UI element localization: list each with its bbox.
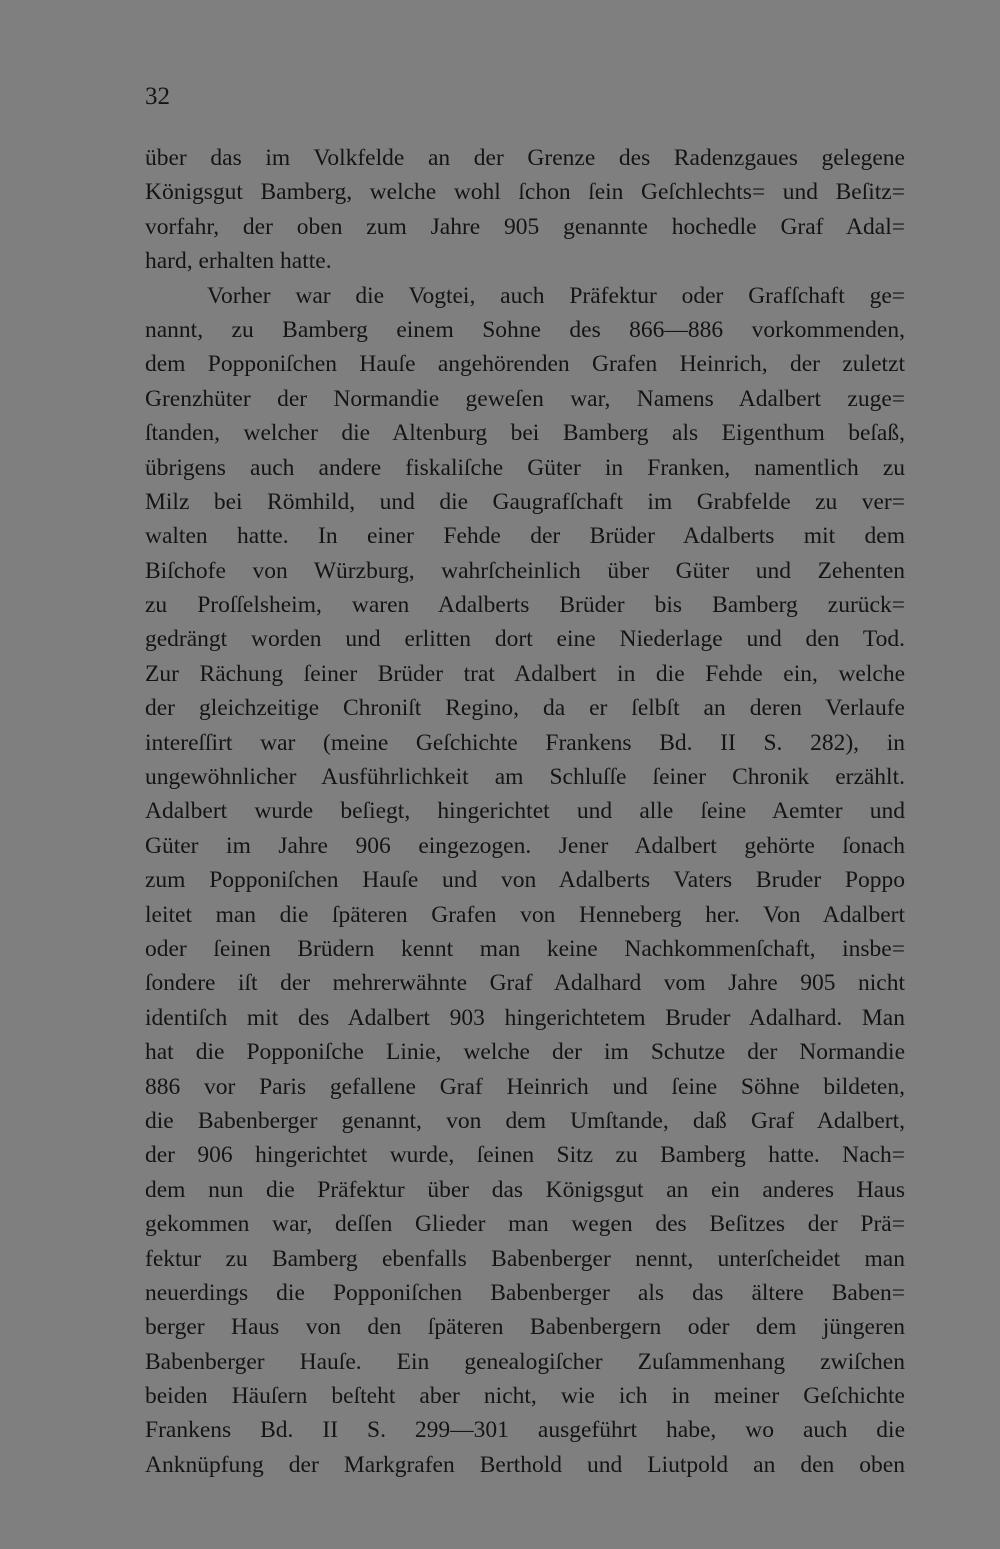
text-line: Biſchofe von Würzburg, wahrſcheinlich über Güter und Zehenten (145, 557, 905, 584)
text-line: Königsgut Bamberg, welche wohl ſchon ſein Geſchlechts= und Beſitz= (145, 179, 905, 206)
text-line: die Babenberger genannt, von dem Umſtande, daß Graf Adalbert, (145, 1107, 905, 1134)
paragraph (145, 141, 905, 279)
text-line: über das im Volkfelde an der Grenze des Radenzgaues gelegene (145, 145, 905, 171)
text-line: fektur zu Bamberg ebenfalls Babenberger nennt, unterſcheidet man (145, 1245, 905, 1272)
text-line: ungewöhnlicher Ausführlichkeit am Schluſſe ſeiner Chronik erzählt. (145, 764, 905, 791)
text-line: neuerdings die Popponiſchen Babenberger als das ältere Baben= (145, 1279, 905, 1306)
text-line: Güter im Jahre 906 eingezogen. Jener Adalbert gehörte ſonach (145, 832, 905, 859)
text-line: ſondere iſt der mehrerwähnte Graf Adalhard vom Jahre 905 nicht (145, 970, 905, 997)
body-text (145, 141, 905, 1482)
text-line: der gleichzeitige Chroniſt Regino, da er ſelbſt an deren Verlaufe (145, 695, 905, 722)
text-line: hard, erhalten hatte. (145, 248, 332, 275)
text-line: ſtanden, welcher die Altenburg bei Bamberg als Eigenthum beſaß, (145, 420, 905, 447)
text-line: intereſſirt war (meine Geſchichte Frankens Bd. II S. 282), in (145, 729, 905, 756)
text-line: Grenzhüter der Normandie geweſen war, Namens Adalbert zuge= (145, 385, 905, 412)
text-line: leitet man die ſpäteren Grafen von Henneberg her. Von Adalbert (145, 901, 905, 928)
text-line: gedrängt worden und erlitten dort eine Niederlage und den Tod. (145, 626, 905, 653)
text-line: dem Popponiſchen Hauſe angehörenden Grafen Heinrich, der zuletzt (145, 351, 905, 378)
page-number: 32 (145, 83, 170, 110)
paragraph (145, 279, 905, 1483)
text-line: beiden Häuſern beſteht aber nicht, wie ich in meiner Geſchichte (145, 1383, 905, 1410)
text-line: Milz bei Römhild, und die Gaugrafſchaft im Grabfelde zu ver= (145, 488, 905, 515)
text-line: zum Popponiſchen Hauſe und von Adalberts Vaters Bruder Poppo (145, 867, 905, 894)
text-line: nannt, zu Bamberg einem Sohne des 866—886 vorkommenden, (145, 316, 905, 343)
text-line: hat die Popponiſche Linie, welche der im Schutze der Normandie (145, 1039, 905, 1066)
text-line: Babenberger Hauſe. Ein genealogiſcher Zuſammenhang zwiſchen (145, 1348, 905, 1375)
text-line: vorfahr, der oben zum Jahre 905 genannte hochedle Graf Adal= (145, 213, 905, 240)
text-line: Anknüpfung der Markgrafen Berthold und Liutpold an den oben (145, 1451, 905, 1478)
text-line: übrigens auch andere fiskaliſche Güter in Franken, namentlich zu (145, 454, 905, 481)
text-line: Adalbert wurde beſiegt, hingerichtet und alle ſeine Aemter und (145, 798, 905, 825)
text-line: identiſch mit des Adalbert 903 hingerichtetem Bruder Adalhard. Man (145, 1004, 905, 1031)
text-line: walten hatte. In einer Fehde der Brüder Adalberts mit dem (145, 523, 905, 550)
text-line: Vorher war die Vogtei, auch Präfektur oder Grafſchaft ge= (207, 282, 905, 309)
text-line: oder ſeinen Brüdern kennt man keine Nachkommenſchaft, insbe= (145, 935, 905, 962)
text-line: gekommen war, deſſen Glieder man wegen des Beſitzes der Prä= (145, 1211, 905, 1238)
text-line: Frankens Bd. II S. 299—301 ausgeführt habe, wo auch die (145, 1417, 905, 1444)
text-line: zu Proſſelsheim, waren Adalberts Brüder bis Bamberg zurück= (145, 592, 905, 619)
text-line: dem nun die Präfektur über das Königsgut an ein anderes Haus (145, 1176, 905, 1203)
text-line: Zur Rächung ſeiner Brüder trat Adalbert in die Fehde ein, welche (145, 660, 905, 687)
text-line: 886 vor Paris gefallene Graf Heinrich und ſeine Söhne bildeten, (145, 1073, 905, 1100)
text-line: berger Haus von den ſpäteren Babenbergern oder dem jüngeren (145, 1314, 905, 1341)
text-line: der 906 hingerichtet wurde, ſeinen Sitz zu Bamberg hatte. Nach= (145, 1142, 905, 1169)
